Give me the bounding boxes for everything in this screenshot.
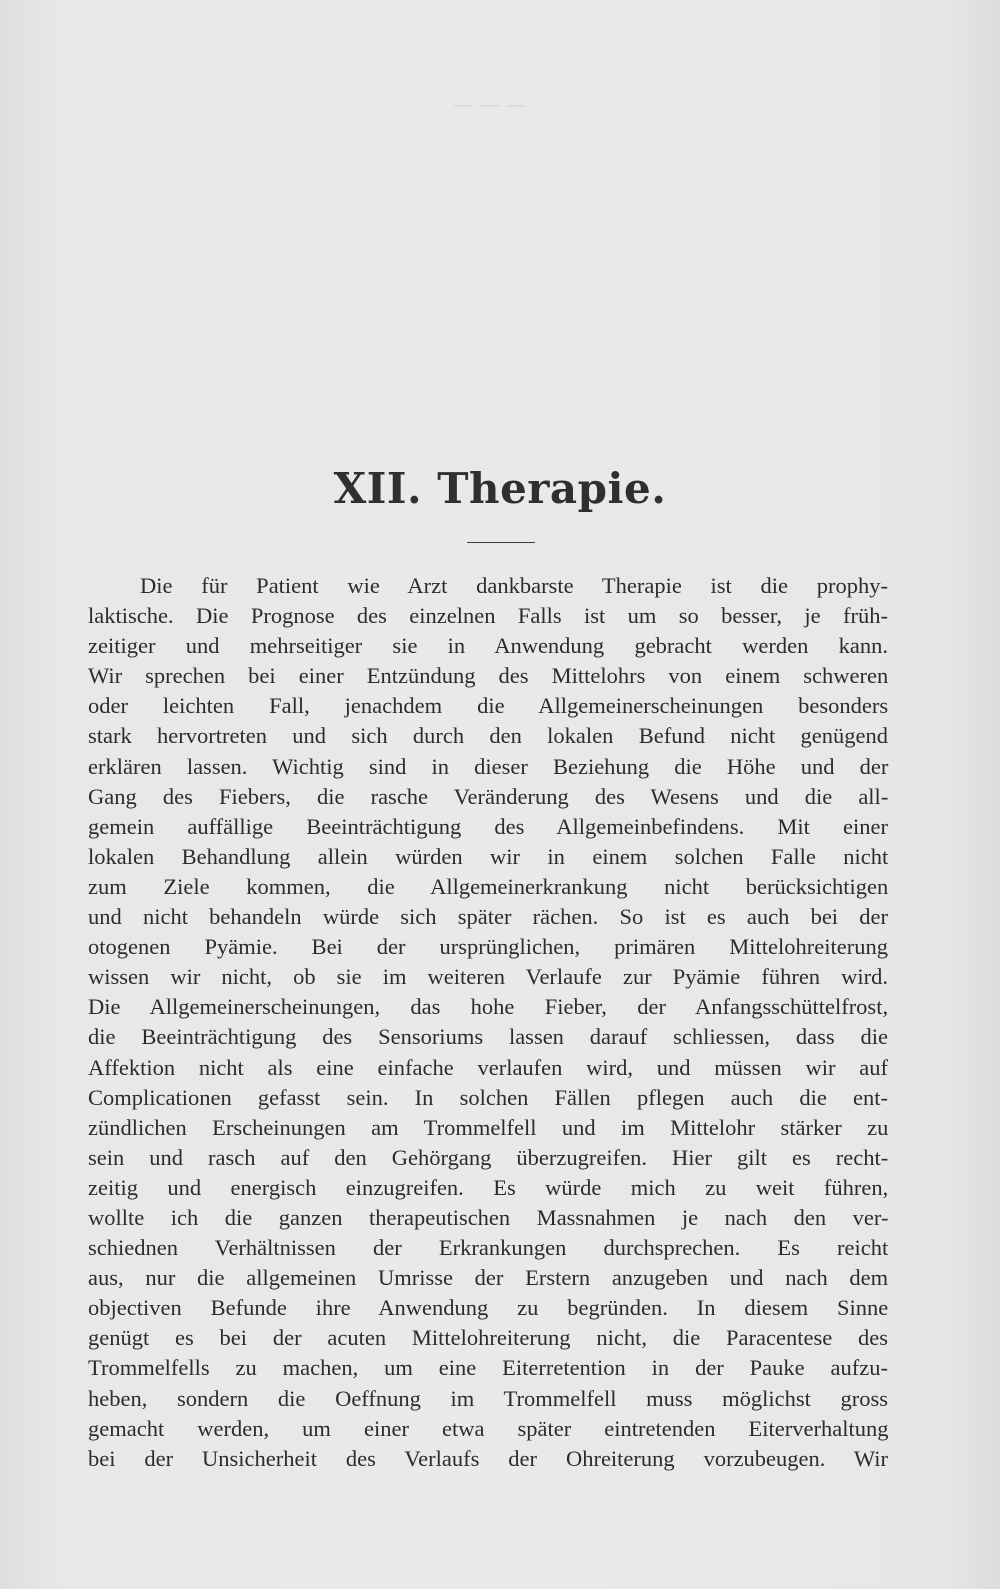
text-line: erklären lassen. Wichtig sind in dieser Beziehung die Höhe und der	[88, 753, 889, 779]
text-line: genügt es bei der acuten Mittelohreiterung nicht, die Paracentese des	[88, 1325, 888, 1351]
chapter-title: XII. Therapie.	[333, 464, 667, 513]
text-line: wissen wir nicht, ob sie im weiteren Verlaufe zur Pyämie führen wird.	[88, 964, 888, 990]
text-line: die Beeinträchtigung des Sensoriums lassen darauf schliessen, dass die	[88, 1024, 888, 1050]
text-line: oder leichten Fall, jenachdem die Allgemeinerscheinungen besonders	[88, 693, 889, 719]
text-line: Complicationen gefasst sein. In solchen Fällen pflegen auch die ent-	[88, 1084, 888, 1110]
text-line: zum Ziele kommen, die Allgemeinerkrankung nicht berücksichtigen	[88, 873, 889, 899]
text-line: laktische. Die Prognose des einzelnen Falls ist um so besser, je früh-	[88, 603, 888, 629]
text-line: gemein auffällige Beeinträchtigung des Allgemeinbefindens. Mit einer	[88, 813, 889, 839]
text-line: gemacht werden, um einer etwa später eintretenden Eiterverhaltung	[88, 1415, 889, 1441]
text-line: heben, sondern die Oeffnung im Trommelfell muss möglichst gross	[88, 1385, 888, 1411]
text-line: bei der Unsicherheit des Verlaufs der Ohreiterung vorzubeugen. Wir	[88, 1445, 888, 1471]
text-line: Die Allgemeinerscheinungen, das hohe Fieber, der Anfangsschüttelfrost,	[88, 994, 889, 1020]
title-rule	[467, 542, 535, 543]
text-line: Trommelfells zu machen, um eine Eiterretention in der Pauke aufzu-	[88, 1355, 888, 1381]
text-line: zeitiger und mehrseitiger sie in Anwendung gebracht werden kann.	[88, 633, 888, 659]
text-line: stark hervortreten und sich durch den lokalen Befund nicht genügend	[88, 723, 888, 749]
text-line: Affektion nicht als eine einfache verlaufen wird, und müssen wir auf	[88, 1054, 888, 1080]
text-line: wollte ich die ganzen therapeutischen Massnahmen je nach den ver-	[88, 1204, 889, 1230]
text-line: und nicht behandeln würde sich später rächen. So ist es auch bei der	[88, 904, 888, 930]
text-line: zeitig und energisch einzugreifen. Es würde mich zu weit führen,	[88, 1174, 889, 1200]
text-line: aus, nur die allgemeinen Umrisse der Erstern anzugeben und nach dem	[88, 1265, 889, 1291]
text-line: schiednen Verhältnissen der Erkrankungen durchsprechen. Es reicht	[88, 1235, 889, 1261]
text-line: otogenen Pyämie. Bei der ursprünglichen, primären Mittelohreiterung	[88, 934, 888, 960]
bleed-through-header: — — —	[453, 92, 527, 116]
body-text	[88, 571, 888, 1474]
text-line: objectiven Befunde ihre Anwendung zu begründen. In diesem Sinne	[88, 1295, 889, 1321]
text-line: lokalen Behandlung allein würden wir in einem solchen Falle nicht	[88, 843, 889, 869]
text-line: zündlichen Erscheinungen am Trommelfell und im Mittelohr stärker zu	[88, 1114, 889, 1140]
text-line: Gang des Fiebers, die rasche Veränderung des Wesens und die all-	[88, 783, 889, 809]
text-line: Die für Patient wie Arzt dankbarste Therapie ist die prophy-	[140, 573, 888, 598]
text-line: Wir sprechen bei einer Entzündung des Mittelohrs von einem schweren	[88, 663, 889, 689]
text-line: sein und rasch auf den Gehörgang überzugreifen. Hier gilt es recht-	[88, 1144, 889, 1170]
